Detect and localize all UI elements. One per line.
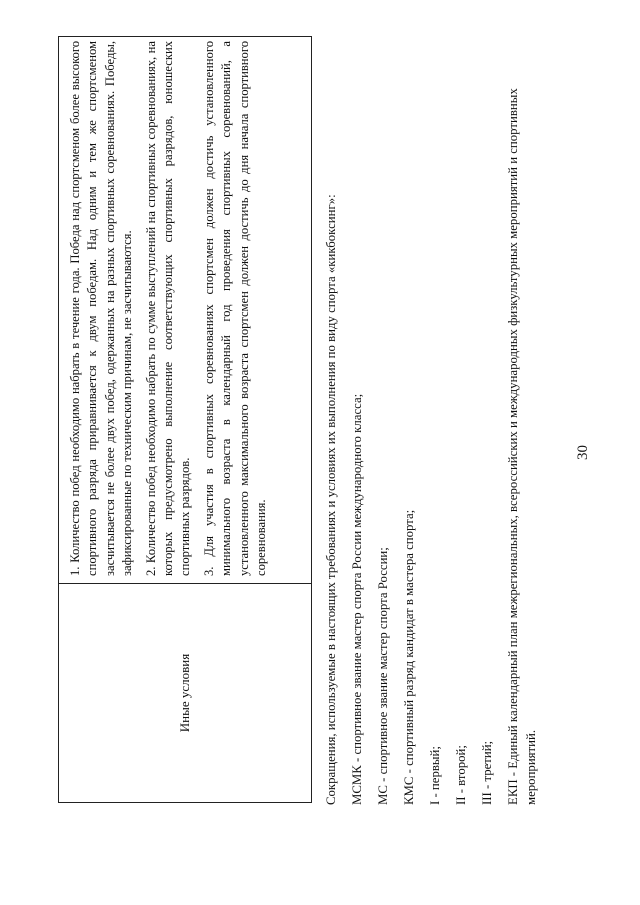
abbreviations-section	[323, 25, 549, 805]
abbreviation-item: I - первый;	[428, 746, 442, 805]
table-conditions-cell	[59, 37, 311, 583]
abbreviations-intro: Сокращения, используемые в настоящих требованиях и условиях их выполнения по виду спорта «кикбоксинг»:	[324, 194, 338, 805]
condition-3: 3. Для участия в спортивных соревнованиях спортсмен должен достичь установленного минимального возраста в календарный год проведения спортивных соревнований, а установленного максимального возраста спортсмен должен достичь до дня начала спортивного соревнования.	[201, 41, 269, 576]
table-label-cell	[59, 583, 311, 802]
condition-1: 1. Количество побед необходимо набрать в течение года. Победа над спортсменом более высокого спортивного разряда приравнивается к двум победам. Над одним и тем же спортсменом засчитывается не более двух побед, одержанных на разных спортивных соревнованиях. Победы, зафиксированные по техническим причинам, не засчитываются.	[68, 41, 135, 576]
abbreviation-item: КМС - спортивный разряд кандидат в мастера спорта;	[402, 509, 416, 805]
abbreviation-item: МСМК - спортивное звание мастер спорта России международного класса;	[350, 393, 364, 805]
abbreviation-item: II - второй;	[454, 745, 468, 805]
abbreviation-item: ЕКП - Единый календарный план межрегиональных, всероссийских и международных физкультурных мероприятий и спортивных мероприятий.	[506, 88, 538, 805]
requirements-table	[58, 36, 312, 803]
abbreviation-item: МС - спортивное звание мастер спорта России;	[376, 547, 390, 805]
other-conditions-label: Иные условия	[177, 653, 192, 733]
abbreviation-item: III - третий;	[480, 740, 494, 805]
page-number: 30	[575, 445, 591, 460]
condition-2: 2. Количество побед необходимо набрать по сумме выступлений на спортивных соревнованиях, на которых предусмотрено выполнение соответствующих спортивных разрядов, юношеских спортивных разрядов.	[143, 41, 193, 576]
